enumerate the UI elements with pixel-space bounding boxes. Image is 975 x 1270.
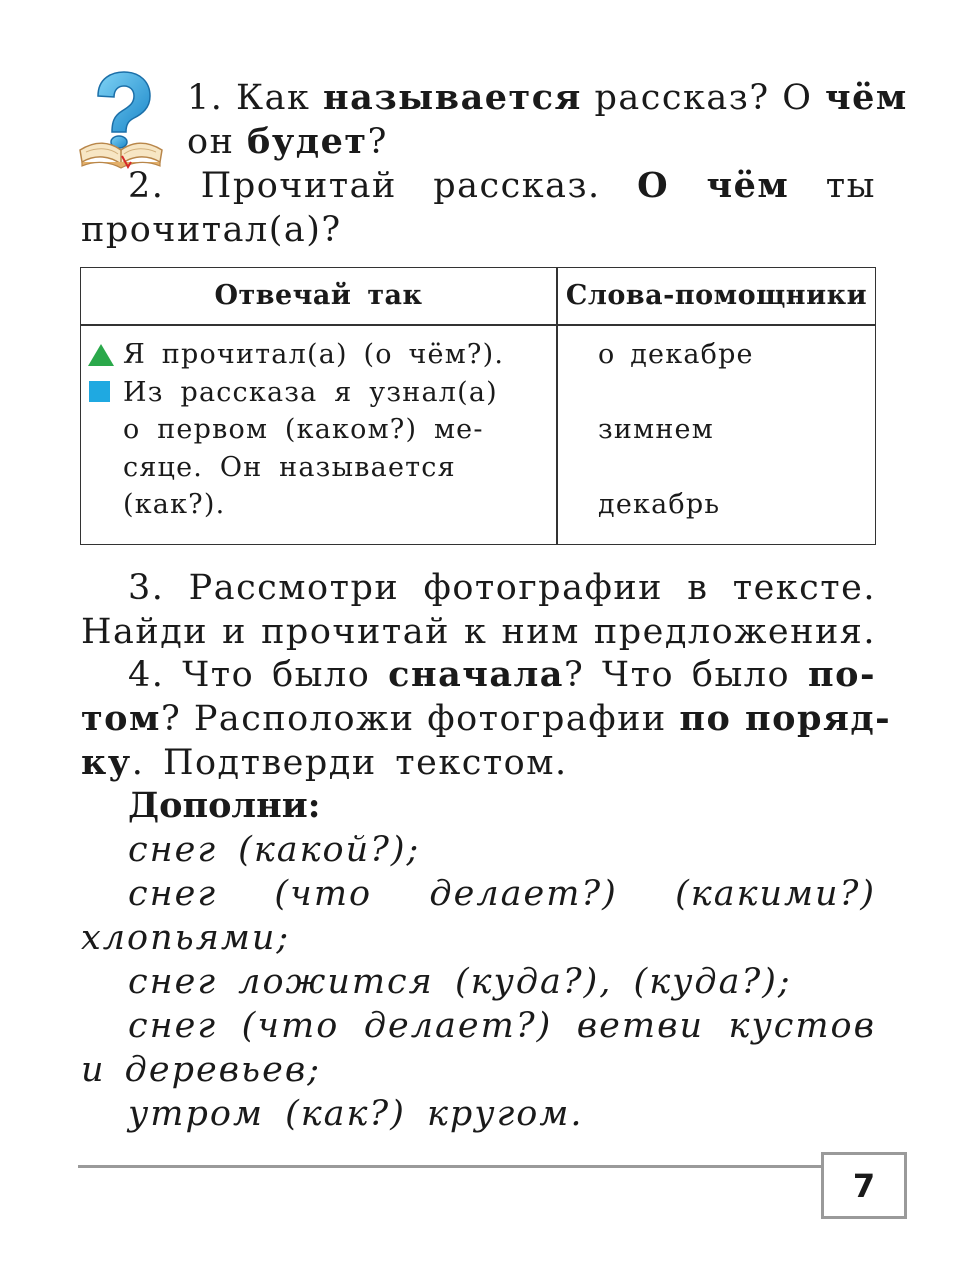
complete-line-4: снег ложится (куда?), (куда?); — [128, 962, 792, 1002]
answer-table — [80, 267, 876, 545]
complete-line-6: и деревьев; — [81, 1050, 321, 1090]
green-triangle-icon — [88, 344, 114, 370]
task-3-line-2: Найди и прочитай к ним предложения. — [81, 612, 876, 652]
task-2-line-1: 2. Прочитай рассказ. О чём ты — [128, 165, 876, 206]
task-4-line-2: том? Расположи фотографии по поряд- — [81, 698, 892, 739]
table-header-divider — [81, 324, 875, 326]
complete-line-3: хлопьями; — [81, 918, 291, 958]
complete-title: Дополни: — [128, 785, 321, 826]
answer-line-2: Из рассказа я узнал(а) — [123, 376, 498, 408]
answer-line-5: (как?). — [123, 489, 226, 520]
helper-word-3: декабрь — [598, 489, 721, 520]
answer-line-4: сяце. Он называется — [123, 451, 456, 483]
table-header-helper-words: Слова-помощники — [565, 280, 868, 311]
footer-rule — [78, 1165, 823, 1168]
page-number-box — [821, 1152, 907, 1219]
answer-line-3: о первом (каком?) ме- — [123, 414, 484, 445]
table-header-answer: Отвечай так — [214, 280, 423, 311]
task-4-line-3: ку. Подтверди текстом. — [81, 742, 568, 783]
complete-line-1: снег (какой?); — [128, 830, 421, 870]
complete-line-2: снег (что делает?) (какими?) — [128, 874, 876, 914]
page-number: 7 — [852, 1167, 876, 1205]
task-2-line-2: прочитал(а)? — [81, 210, 342, 250]
helper-word-1: о декабре — [598, 339, 754, 370]
task-3-line-1: 3. Рассмотри фотографии в тексте. — [128, 568, 876, 608]
complete-line-7: утром (как?) кругом. — [128, 1094, 584, 1134]
task-1-line-1: 1. Как называется рассказ? О чём — [187, 77, 908, 118]
question-book-icon — [76, 70, 166, 170]
complete-line-5: снег (что делает?) ветви кустов — [128, 1006, 876, 1046]
blue-square-icon — [89, 381, 110, 402]
task-4-line-1: 4. Что было сначала? Что было по- — [128, 654, 876, 695]
task-1-line-2: он будет? — [187, 121, 388, 162]
answer-line-1: Я прочитал(а) (о чём?). — [123, 339, 505, 370]
helper-word-2: зимнем — [598, 414, 714, 445]
